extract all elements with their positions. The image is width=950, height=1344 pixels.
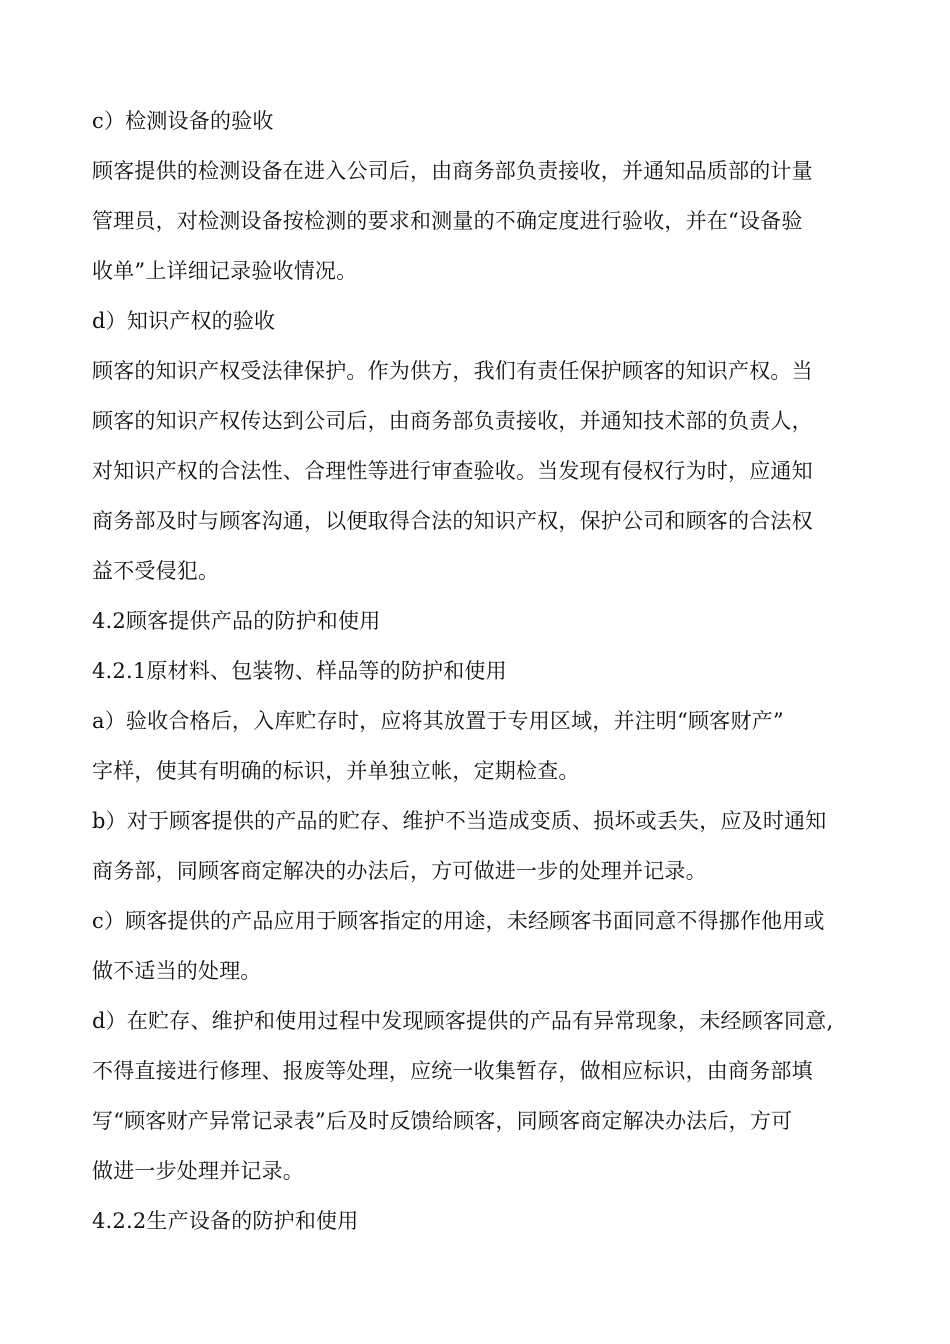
list-item-a: a）验收合格后，入库贮存时，应将其放置于专用区域，并注明“顾客财产” xyxy=(92,709,784,733)
list-item-c: c）顾客提供的产品应用于顾客指定的用途，未经顾客书面同意不得挪作他用或 xyxy=(92,909,825,933)
paragraph-line: 不得直接进行修理、报废等处理，应统一收集暂存，做相应标识，由商务部填 xyxy=(92,1059,813,1083)
section-heading-4-2: 4.2顾客提供产品的防护和使用 xyxy=(92,609,381,633)
document-body xyxy=(92,96,882,1246)
paragraph-line: 顾客的知识产权受法律保护。作为供方，我们有责任保护顾客的知识产权。当 xyxy=(92,359,813,383)
paragraph-line: 做不适当的处理。 xyxy=(92,959,262,983)
paragraph-line: 收单”上详细记录验收情况。 xyxy=(92,259,358,283)
heading-d-intellectual-property: d）知识产权的验收 xyxy=(92,309,276,333)
list-item-b: b）对于顾客提供的产品的贮存、维护不当造成变质、损坏或丢失，应及时通知 xyxy=(92,809,827,833)
paragraph-line: 字样，使其有明确的标识，并单独立帐，定期检查。 xyxy=(92,759,580,783)
paragraph-line: 顾客的知识产权传达到公司后，由商务部负责接收，并通知技术部的负责人， xyxy=(92,409,813,433)
heading-c-inspection-equipment: c）检测设备的验收 xyxy=(92,109,274,133)
section-heading-4-2-2: 4.2.2生产设备的防护和使用 xyxy=(92,1209,359,1233)
paragraph-line: 顾客提供的检测设备在进入公司后，由商务部负责接收，并通知品质部的计量 xyxy=(92,159,813,183)
section-heading-4-2-1: 4.2.1原材料、包装物、样品等的防护和使用 xyxy=(92,659,507,683)
paragraph-line: 写“顾客财产异常记录表”后及时反馈给顾客，同顾客商定解决办法后，方可 xyxy=(92,1109,793,1133)
paragraph-line: 管理员，对检测设备按检测的要求和测量的不确定度进行验收，并在“设备验 xyxy=(92,209,803,233)
paragraph-line: 商务部及时与顾客沟通，以便取得合法的知识产权，保护公司和顾客的合法权 xyxy=(92,509,813,533)
paragraph-line: 对知识产权的合法性、合理性等进行审查验收。当发现有侵权行为时，应通知 xyxy=(92,459,813,483)
paragraph-line: 商务部，同顾客商定解决的办法后，方可做进一步的处理并记录。 xyxy=(92,859,707,883)
list-item-d: d）在贮存、维护和使用过程中发现顾客提供的产品有异常现象，未经顾客同意, xyxy=(92,1009,834,1033)
paragraph-line: 益不受侵犯。 xyxy=(92,559,220,583)
paragraph-line: 做进一步处理并记录。 xyxy=(92,1159,304,1183)
